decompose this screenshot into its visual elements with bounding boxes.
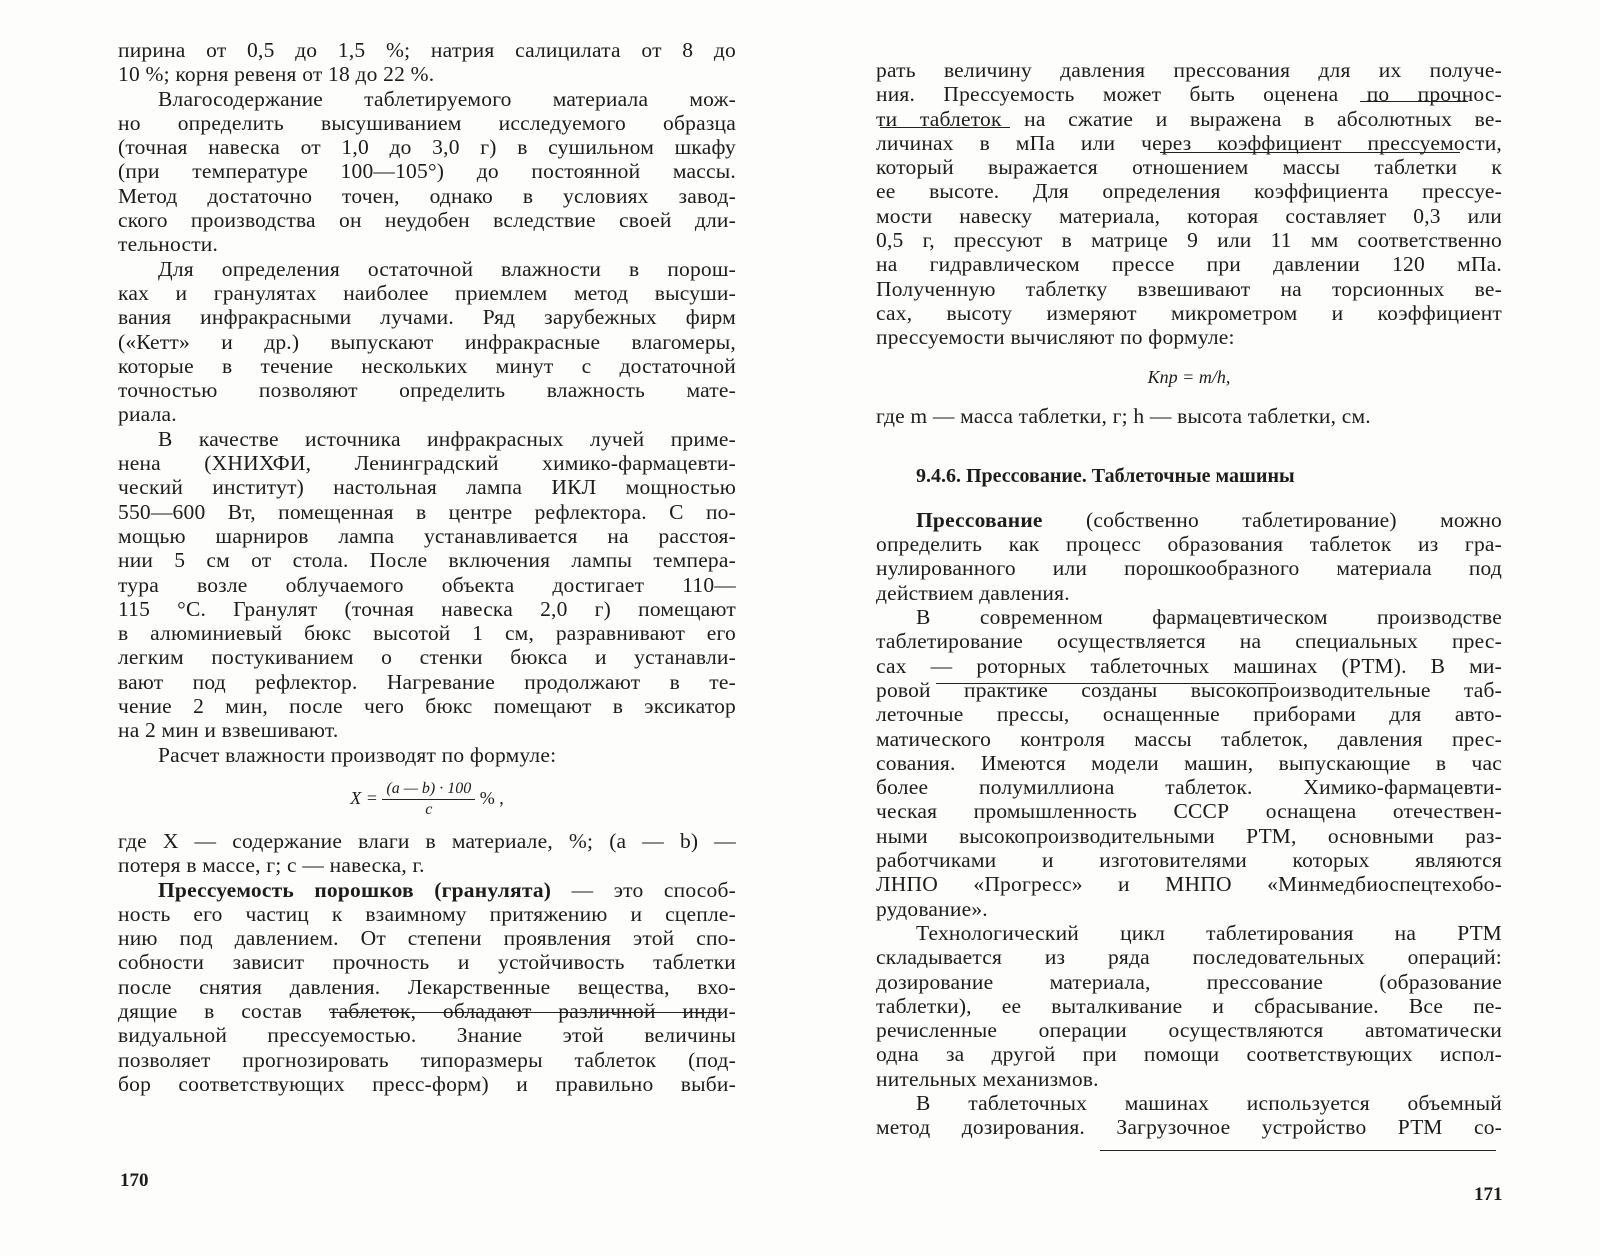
- text-line: таблетирование осуществляется на специальных прес-: [876, 629, 1502, 654]
- text-line: мощью шарниров лампа устанавливается на расстоя-: [118, 523, 736, 548]
- text-line: В качестве источника инфракрасных лучей приме-: [158, 426, 736, 451]
- text-line: нена (ХНИХФИ, Ленинградский химико-фармацевти-: [118, 451, 736, 476]
- text-line: работчиками и изготовителями которых являются: [876, 848, 1502, 873]
- formula-fraction: [382, 779, 475, 820]
- moisture-formula: [118, 767, 736, 829]
- text-line: («Кетт» и др.) выпускают инфракрасные влагомеры,: [118, 329, 736, 354]
- text-line: точностью позволяют определить влажность мате-: [118, 378, 736, 403]
- text-line: собности зависит прочность и устойчивость таблетки: [118, 950, 736, 975]
- right-paragraph-modern-production: [876, 605, 1502, 921]
- text-line: риала.: [118, 402, 177, 427]
- text-line: нулированного или порошкообразного материала под: [876, 556, 1502, 581]
- text-line: сах, высоту измеряют микрометром и коэффициент: [876, 300, 1502, 325]
- text-line: позволяет прогнозировать типоразмеры таблеток (под-: [118, 1047, 736, 1072]
- pen-underline: [880, 127, 1010, 128]
- text-line: более полумиллиона таблеток. Химико-фармацевти-: [876, 775, 1502, 800]
- text-line: 550—600 Вт, помещенная в центре рефлектора. С по-: [118, 499, 736, 524]
- text-line: складывается из ряда последовательных операций:: [876, 945, 1502, 970]
- left-paragraph-a: [118, 38, 736, 87]
- text-line: ния. Прессуемость может быть оценена по прочнос-: [876, 82, 1502, 107]
- section-heading: 9.4.6. Прессование. Таблеточные машины: [916, 464, 1295, 487]
- left-paragraph-residual-moisture: [118, 257, 736, 427]
- formula-denominator: c: [425, 801, 433, 819]
- pressing-first-line: [876, 508, 1502, 532]
- text-line: ках и гранулятах наиболее приемлем метод высуши-: [118, 280, 736, 305]
- formula-lhs: X =: [350, 787, 378, 808]
- text-line: Полученную таблетку взвешивают на торсионных ве-: [876, 276, 1502, 301]
- formula-note: где m — масса таблетки, г; h — высота таблетки, см.: [876, 403, 1371, 428]
- text-line: где X — содержание влаги в материале, %; (a — b) —: [118, 828, 736, 853]
- text-line: рудование».: [876, 896, 988, 921]
- compressibility-formula: Kпр = m/h,: [1147, 366, 1231, 387]
- text-line: дящие в состав таблеток, обладают различной инди-: [118, 998, 736, 1023]
- text-line: В современном фармацевтическом производстве: [916, 605, 1502, 630]
- text-line: 115 °С. Гранулят (точная навеска 2,0 г) помещают: [118, 596, 736, 621]
- text-line: ческая промышленность СССР оснащена отечествен-: [876, 799, 1502, 824]
- page-number-right: 171: [1474, 1184, 1503, 1205]
- text-line: таблетки), ее выталкивание и сбрасывание. Все пе-: [876, 993, 1502, 1018]
- page-number-left: 170: [120, 1170, 149, 1191]
- bold-term-pressing: Прессование: [916, 507, 1043, 532]
- text-line: Влагосодержание таблетируемого материала мож-: [158, 86, 736, 111]
- pen-underline: [936, 683, 1276, 684]
- text-line: метод дозирования. Загрузочное устройство РТМ со-: [876, 1115, 1502, 1140]
- text-line: сования. Имеются модели машин, выпускающие в час: [876, 750, 1502, 775]
- compressibility-first-line: [118, 878, 736, 902]
- text-line: но определить высушиванием исследуемого образца: [118, 110, 736, 135]
- text-line: в алюминиевый бюкс высотой 1 см, разравнивают его: [118, 621, 736, 646]
- text-line: нии 5 см от стола. После включения лампы темпера-: [118, 548, 736, 573]
- text-line: потеря в массе, г; c — навеска, г.: [118, 853, 425, 878]
- text-line: видуальной прессуемостью. Знание этой величины: [118, 1023, 736, 1048]
- text-line: речисленные операции осуществляются автоматически: [876, 1018, 1502, 1043]
- formula-numerator: (a — b) · 100: [382, 779, 475, 800]
- text-line: сах — роторных таблеточных машинах (РТМ). В ми-: [876, 653, 1502, 678]
- text-line: на 2 мин и взвешивают.: [118, 718, 339, 743]
- text-line: бор соответствующих пресс-форм) и правильно выби-: [118, 1071, 736, 1096]
- spacer: [876, 496, 1502, 508]
- text-line: определить как процесс образования таблеток из гра-: [876, 532, 1502, 557]
- text-line: которые в течение нескольких минут с достаточной: [118, 353, 736, 378]
- text-line: прессуемости вычисляют по формуле:: [876, 325, 1235, 350]
- left-formula-legend: [118, 829, 736, 878]
- text-line: ными высокопроизводительными РТМ, основными раз-: [876, 823, 1502, 848]
- pen-underline: [1100, 1150, 1496, 1151]
- left-paragraph-infrared-lamp: [118, 427, 736, 743]
- text-line: вания инфракрасными лучами. Ряд зарубежных фирм: [118, 305, 736, 330]
- pen-underline: [330, 1012, 722, 1013]
- text-line: пирина от 0,5 до 1,5 %; натрия салицилата от 8 до: [118, 38, 736, 62]
- text-line: ского производства он неудобен вследствие своей дли-: [118, 208, 736, 233]
- text-line: леточные прессы, оснащенные приборами для авто-: [876, 702, 1502, 727]
- text-line: дозирование материала, прессование (образование: [876, 969, 1502, 994]
- right-paragraph-dosing: [876, 1091, 1502, 1140]
- pressing-rest: (собственно таблетирование) можно: [1042, 507, 1502, 532]
- text-line: рать величину давления прессования для их получе-: [876, 58, 1502, 82]
- bold-term-compressibility: Прессуемость порошков (гранулята): [158, 877, 552, 902]
- left-paragraph-moisture: [118, 87, 736, 257]
- text-line: чение 2 мин, после чего бюкс помещают в эксикатор: [118, 694, 736, 719]
- pen-underline: [1360, 101, 1468, 102]
- text-line: (точная навеска от 1,0 до 3,0 г) в сушильном шкафу: [118, 135, 736, 160]
- text-line: нительных механизмов.: [876, 1066, 1099, 1091]
- text-line: ность его частиц к взаимному притяжению и сцепле-: [118, 901, 736, 926]
- formula-suffix: % ,: [479, 787, 504, 808]
- left-paragraph-compressibility: [118, 902, 736, 1096]
- text-line: вают под рефлектор. Нагревание продолжают в те-: [118, 669, 736, 694]
- text-line: который выражается отношением массы таблетки к: [876, 155, 1502, 180]
- text-line: мости навеску материала, которая составляет 0,3 или: [876, 203, 1502, 228]
- text-line: Для определения остаточной влажности в порош-: [158, 256, 736, 281]
- text-line: ЛНПО «Прогресс» и МНПО «Минмедбиоспецтехобо-: [876, 872, 1502, 897]
- text-line: 10 %; корня ревеня от 18 до 22 %.: [118, 62, 435, 87]
- text-line: личинах в мПа или через коэффициент прессуемости,: [876, 130, 1502, 155]
- formula-intro: Расчет влажности производят по формуле:: [158, 742, 557, 767]
- spacer: [876, 428, 1502, 456]
- text-line: 0,5 г, прессуют в матрице 9 или 11 мм соответственно: [876, 228, 1502, 253]
- text-line: ческий институт) настольная лампа ИКЛ мощностью: [118, 475, 736, 500]
- text-line: ти таблеток на сжатие и выражена в абсолютных ве-: [876, 106, 1502, 131]
- text-line: одна за другой при помощи соответствующих испол-: [876, 1042, 1502, 1067]
- pen-underline: [1160, 152, 1460, 153]
- text-line: на гидравлическом прессе при давлении 120 мПа.: [876, 252, 1502, 277]
- text-line: ровой практике созданы высокопроизводительные таб-: [876, 677, 1502, 702]
- text-line: (при температуре 100—105°) до постоянной массы.: [118, 159, 736, 184]
- text-line: действием давления.: [876, 580, 1070, 605]
- text-line: В таблеточных машинах используется объемный: [916, 1090, 1502, 1115]
- text-line: ее высоте. Для определения коэффициента прессуе-: [876, 179, 1502, 204]
- text-line: Технологический цикл таблетирования на РТМ: [916, 920, 1502, 945]
- text-line: после снятия давления. Лекарственные вещества, вхо-: [118, 974, 736, 999]
- text-line: Метод достаточно точен, однако в условиях завод-: [118, 183, 736, 208]
- right-paragraph-pressing: [876, 532, 1502, 605]
- text-line: тура возле облучаемого объекта достигает 110—: [118, 572, 736, 597]
- compressibility-rest: — это способ-: [551, 877, 736, 902]
- text-line: нию под давлением. От степени проявления этой спо-: [118, 926, 736, 951]
- text-line: легким постукиванием о стенки бюкса и устанавли-: [118, 645, 736, 670]
- right-paragraph-tech-cycle: [876, 921, 1502, 1091]
- left-page: [118, 38, 736, 1096]
- text-line: тельности.: [118, 232, 219, 257]
- right-page: [876, 58, 1502, 1140]
- text-line: матического контроля массы таблеток, давления прес-: [876, 726, 1502, 751]
